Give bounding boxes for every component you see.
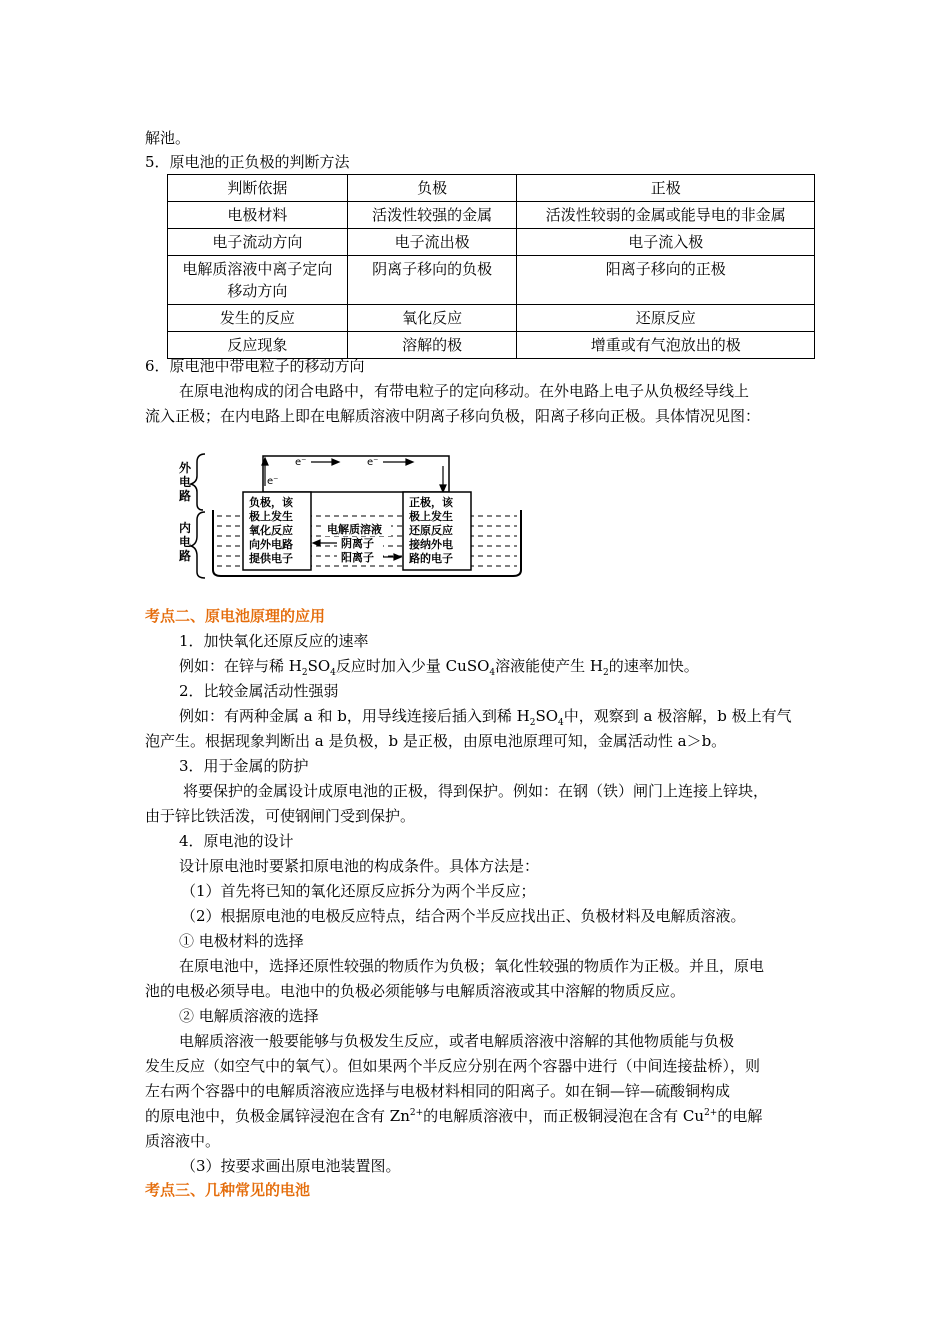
positive-electrode-text: 接纳外电	[409, 538, 453, 551]
positive-electrode-text: 路的电子	[409, 552, 453, 565]
paragraph-line: 例如：有两种金属 a 和 b，用导线连接后插入到稀 $H_2SO_4$中，观察到 a 极溶解，b 极上有气	[179, 707, 792, 728]
paragraph-line: 池的电极必须导电。电池中的负极必须能够与电解质溶液或其中溶解的物质反应。	[145, 982, 686, 1000]
table-header-cell: 正极	[517, 175, 815, 202]
anion-label: 阴离子	[341, 537, 374, 550]
paragraph-line: 流入正极；在内电路上即在电解质溶液中阴离子移向负极，阳离子移向正极。具体情况见图：	[145, 407, 761, 425]
section-heading-k2: 考点二、原电池原理的应用	[145, 607, 326, 625]
inner-circuit-label: 内电路	[179, 521, 192, 563]
sub-item-title: ② 电解质溶液的选择	[179, 1007, 319, 1025]
table-header-cell: 判断依据	[168, 175, 348, 202]
table-cell: 电解质溶液中离子定向移动方向	[168, 256, 348, 305]
positive-electrode-text: 正极，该	[409, 496, 453, 509]
negative-electrode-text: 提供电子	[249, 552, 293, 565]
item-title: 2．比较金属活动性强弱	[179, 682, 339, 700]
paragraph-line: 由于锌比铁活泼，可使钢闸门受到保护。	[145, 807, 416, 825]
section-6-title: 6．原电池中带电粒子的移动方向	[145, 357, 365, 375]
outer-circuit-label: 外电路	[179, 461, 192, 503]
sub-item-title: ① 电极材料的选择	[179, 932, 304, 950]
cation-label: 阳离子	[341, 551, 374, 564]
table-cell: 电极材料	[168, 202, 348, 229]
negative-electrode-text: 负极，该	[249, 496, 293, 509]
table-header-row	[168, 175, 815, 202]
item-title: 1．加快氧化还原反应的速率	[179, 632, 369, 650]
table-cell: 阴离子移向的负极	[347, 256, 517, 305]
electron-label: e⁻	[367, 457, 379, 468]
item-title: 3．用于金属的防护	[179, 757, 309, 775]
paragraph-line: 电解质溶液一般要能够与负极发生反应，或者电解质溶液中溶解的其他物质能与负极	[179, 1032, 735, 1050]
paragraph-line: 设计原电池时要紧扣原电池的构成条件。具体方法是：	[179, 857, 540, 875]
table-row	[168, 229, 815, 256]
table-cell: 氧化反应	[347, 305, 517, 332]
outer-brace	[191, 454, 205, 510]
table-row	[168, 256, 815, 305]
negative-electrode-text: 向外电路	[249, 538, 293, 551]
table-row	[168, 305, 815, 332]
table-cell: 电子流动方向	[168, 229, 348, 256]
step-line: （2）根据原电池的电极反应特点，结合两个半反应找出正、负极材料及电解质溶液。	[181, 907, 746, 925]
paragraph-line: 将要保护的金属设计成原电池的正极，得到保护。例如：在钢（铁）闸门上连接上锌块，	[183, 782, 769, 800]
positive-electrode-text: 极上发生	[409, 510, 453, 523]
electrode-judgement-table	[167, 174, 815, 359]
item-title: 4．原电池的设计	[179, 832, 294, 850]
positive-electrode-text: 还原反应	[409, 524, 453, 537]
section-heading-k3: 考点三、几种常见的电池	[145, 1181, 311, 1199]
paragraph-line: 泡产生。根据现象判断出 a 是负极，b 是正极，由原电池原理可知，金属活动性 a＞b。	[145, 732, 727, 750]
electron-label: e⁻	[295, 457, 307, 468]
table-cell: 发生的反应	[168, 305, 348, 332]
galvanic-cell-diagram	[177, 448, 557, 583]
paragraph-line: 发生反应（如空气中的氧气）。但如果两个半反应分别在两个容器中进行（中间连接盐桥），则	[145, 1057, 761, 1075]
table-cell: 还原反应	[517, 305, 815, 332]
electrolyte-label: 电解质溶液	[327, 523, 382, 536]
paragraph-line: 例如：在锌与稀 $H_2SO_4$反应时加入少量 CuSO$_4$溶液能使产生 $H_2$的速率加快。	[179, 657, 699, 678]
table-cell: 电子流出极	[347, 229, 517, 256]
table-row	[168, 332, 815, 359]
table-cell: 溶解的极	[347, 332, 517, 359]
step-line: （1）首先将已知的氧化还原反应拆分为两个半反应；	[181, 882, 536, 900]
inner-brace	[191, 512, 205, 578]
table-cell: 活泼性较强的金属	[347, 202, 517, 229]
paragraph-line: 的原电池中，负极金属锌浸泡在含有 $Zn^{2+}$的电解质溶液中，而正极铜浸泡在含有 $Cu^{2+}$的电解	[145, 1107, 763, 1125]
table-cell: 活泼性较弱的金属或能导电的非金属	[517, 202, 815, 229]
electron-label: e⁻	[267, 476, 279, 487]
negative-electrode-text: 极上发生	[249, 510, 293, 523]
table-cell: 反应现象	[168, 332, 348, 359]
section-5-title: 5．原电池的正负极的判断方法	[145, 153, 350, 171]
negative-electrode-text: 氧化反应	[249, 524, 293, 537]
step-line: （3）按要求画出原电池装置图。	[181, 1157, 401, 1175]
table-header-cell: 负极	[347, 175, 517, 202]
paragraph-line: 左右两个容器中的电解质溶液应选择与电极材料相同的阳离子。如在铜—锌—硫酸铜构成	[145, 1082, 731, 1100]
table-row	[168, 202, 815, 229]
outer-wire	[263, 456, 449, 492]
text-line: 解池。	[145, 129, 191, 147]
paragraph-line: 在原电池构成的闭合电路中，有带电粒子的定向移动。在外电路上电子从负极经导线上	[179, 382, 750, 400]
table-cell: 阳离子移向的正极	[517, 256, 815, 305]
table-cell: 增重或有气泡放出的极	[517, 332, 815, 359]
paragraph-line: 质溶液中。	[145, 1132, 221, 1150]
paragraph-line: 在原电池中，选择还原性较强的物质作为负极；氧化性较强的物质作为正极。并且，原电	[179, 957, 765, 975]
table-cell: 电子流入极	[517, 229, 815, 256]
